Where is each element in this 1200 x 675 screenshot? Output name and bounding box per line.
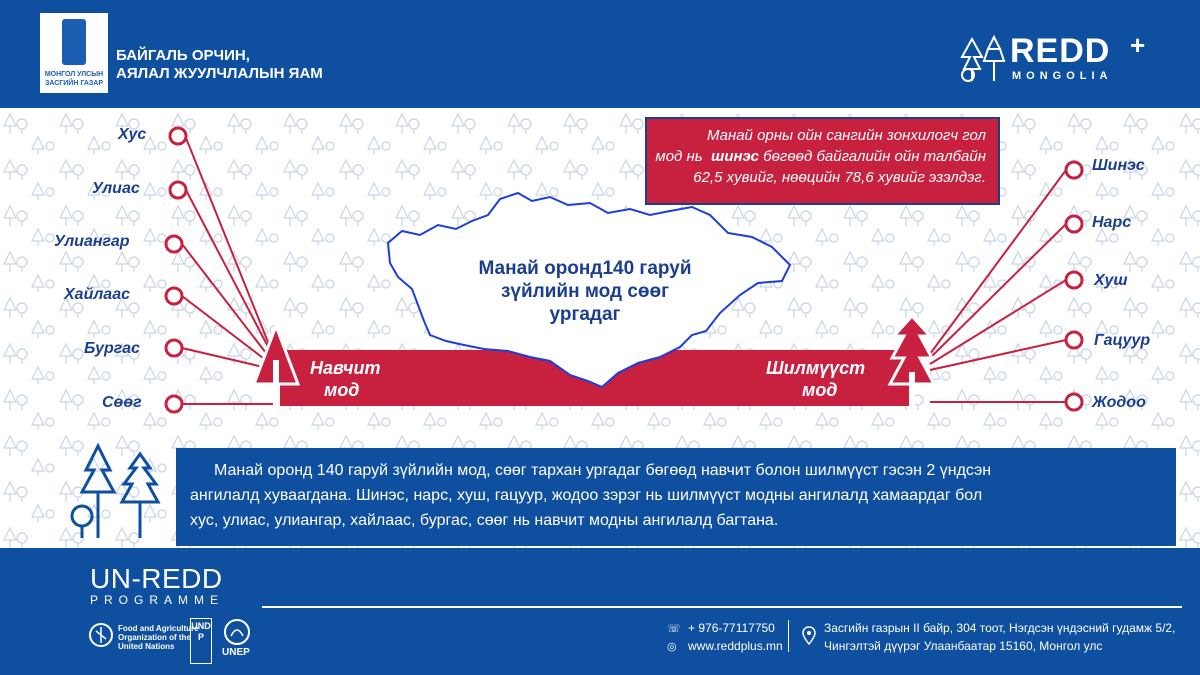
ministry-name <box>116 47 323 83</box>
deciduous-item-1: Хус <box>118 126 147 143</box>
fao-name-line3: United Nations <box>118 642 175 651</box>
redd-logo-plus: + <box>1130 30 1146 60</box>
deciduous-item-2: Улиас <box>92 180 140 197</box>
deciduous-tree-icon <box>250 322 302 410</box>
info-line3: хус, улиас, улиангар, хайлаас, бургас, сөөг нь навчит модны ангилалд багтана. <box>190 512 779 529</box>
fao-logo-icon <box>88 622 114 648</box>
conifer-item-1: Шинэс <box>1092 157 1145 174</box>
phone-number: + 976-77117750 <box>688 621 775 635</box>
deciduous-item-4: Хайлаас <box>64 286 130 303</box>
ministry-name-line2: АЯЛАЛ ЖУУЛЧЛАЛЫН ЯАМ <box>116 65 323 82</box>
conifer-tree-icon <box>886 312 938 410</box>
fact-line2-pre: мод нь <box>655 148 703 165</box>
fact-line1: Манай орны ойн сангийн зонхилогч гол <box>706 127 986 144</box>
conifer-node-5 <box>1066 394 1082 410</box>
deciduous-node-2 <box>170 182 186 198</box>
address-line1: Засгийн газрын II байр, 304 тоот, Нэгдсэн үндэсний гудамж 5/2, <box>824 621 1176 635</box>
conifer-node-4 <box>1066 332 1082 348</box>
address-line2: Чингэлтэй дүүрэг Улаанбаатар 15160, Монгол улс <box>824 639 1103 653</box>
footer-divider <box>262 606 1182 608</box>
fao-name-line2: Organization of the <box>118 633 191 642</box>
conifer-band-label-line1: Шилмүүст <box>766 358 866 378</box>
deciduous-node-1 <box>170 128 186 144</box>
redd-logo-subtitle: MONGOLIA <box>1012 70 1113 82</box>
deciduous-band-label-line1: Навчит <box>310 358 381 378</box>
programme-text: PROGRAMME <box>90 593 225 607</box>
globe-icon: ◎ <box>667 641 677 653</box>
conifer-item-4: Гацуур <box>1094 332 1151 349</box>
trees-outline-icon <box>64 440 176 542</box>
deciduous-item-6: Сөөг <box>102 394 142 411</box>
redd-mongolia-logo <box>958 30 1168 90</box>
deciduous-node-5 <box>166 340 182 356</box>
conifer-node-3 <box>1066 272 1082 288</box>
location-pin-icon <box>802 626 816 646</box>
conifer-item-2: Нарс <box>1092 214 1132 231</box>
info-line2: ангилалд хуваагдана. Шинэс, нарс, хуш, гацуур, жодоо зэрэг нь шилмүүст модны ангилалд хамаардаг бол <box>190 487 983 504</box>
deciduous-node-3 <box>166 236 182 252</box>
conifer-item-5: Жодоо <box>1092 394 1146 411</box>
fact-line2-post: бөгөөд байгалийн ойн талбайн <box>763 148 986 165</box>
map-caption-line3: ургадаг <box>549 304 621 325</box>
deciduous-node-4 <box>166 288 182 304</box>
conifer-node-2 <box>1066 216 1082 232</box>
deciduous-band-label <box>310 357 380 401</box>
redd-logo-text: REDD <box>1010 32 1111 70</box>
ministry-name-line1: БАЙГАЛЬ ОРЧИН, <box>116 47 250 64</box>
map-caption-line1: Манай оронд140 гаруй <box>478 258 692 279</box>
logo-caption-line1: МОНГОЛ УЛСЫН <box>44 71 104 78</box>
header-bar <box>0 0 1200 108</box>
info-box <box>176 448 1176 546</box>
website[interactable]: www.reddplus.mn <box>688 639 783 653</box>
conifer-band-label-line2: мод <box>802 380 838 400</box>
deciduous-item-3: Улиангар <box>54 233 130 250</box>
unep-name: UNEP <box>222 647 250 658</box>
conifer-item-3: Хуш <box>1094 272 1128 289</box>
fao-name-line1: Food and Agriculture <box>118 624 199 633</box>
map-caption <box>445 257 725 326</box>
unredd-logo-text: UN-REDD <box>90 563 223 594</box>
fact-line3: 62,5 хувийг, нөөцийн 78,6 хувийг эзэлдэг. <box>693 169 986 186</box>
unep-logo-icon <box>222 618 252 646</box>
fact-line2 <box>655 146 986 167</box>
soyombo-emblem-icon <box>62 19 86 65</box>
forest-trees-icon <box>958 35 1010 85</box>
conifer-node-1 <box>1066 162 1082 178</box>
info-line1: Манай оронд 140 гаруй зүйлийн мод, сөөг тархан ургадаг бөгөөд навчит болон шилмүүст гэсэн 2 үндсэн <box>214 462 992 479</box>
undp-logo: UNDP <box>190 618 212 664</box>
fact-line2-bold: шинэс <box>710 148 759 165</box>
phone-icon: ☏ <box>667 623 681 635</box>
map-caption-line2: зүйлийн мод сөөг <box>500 281 670 302</box>
logo-caption-line2: ЗАСГИЙН ГАЗАР <box>44 80 104 87</box>
contact-divider <box>788 620 789 652</box>
fao-name <box>118 624 199 651</box>
government-logo <box>40 13 108 93</box>
deciduous-band-label-line2: мод <box>324 380 360 400</box>
deciduous-node-6 <box>166 396 182 412</box>
deciduous-item-5: Бургас <box>84 340 140 357</box>
